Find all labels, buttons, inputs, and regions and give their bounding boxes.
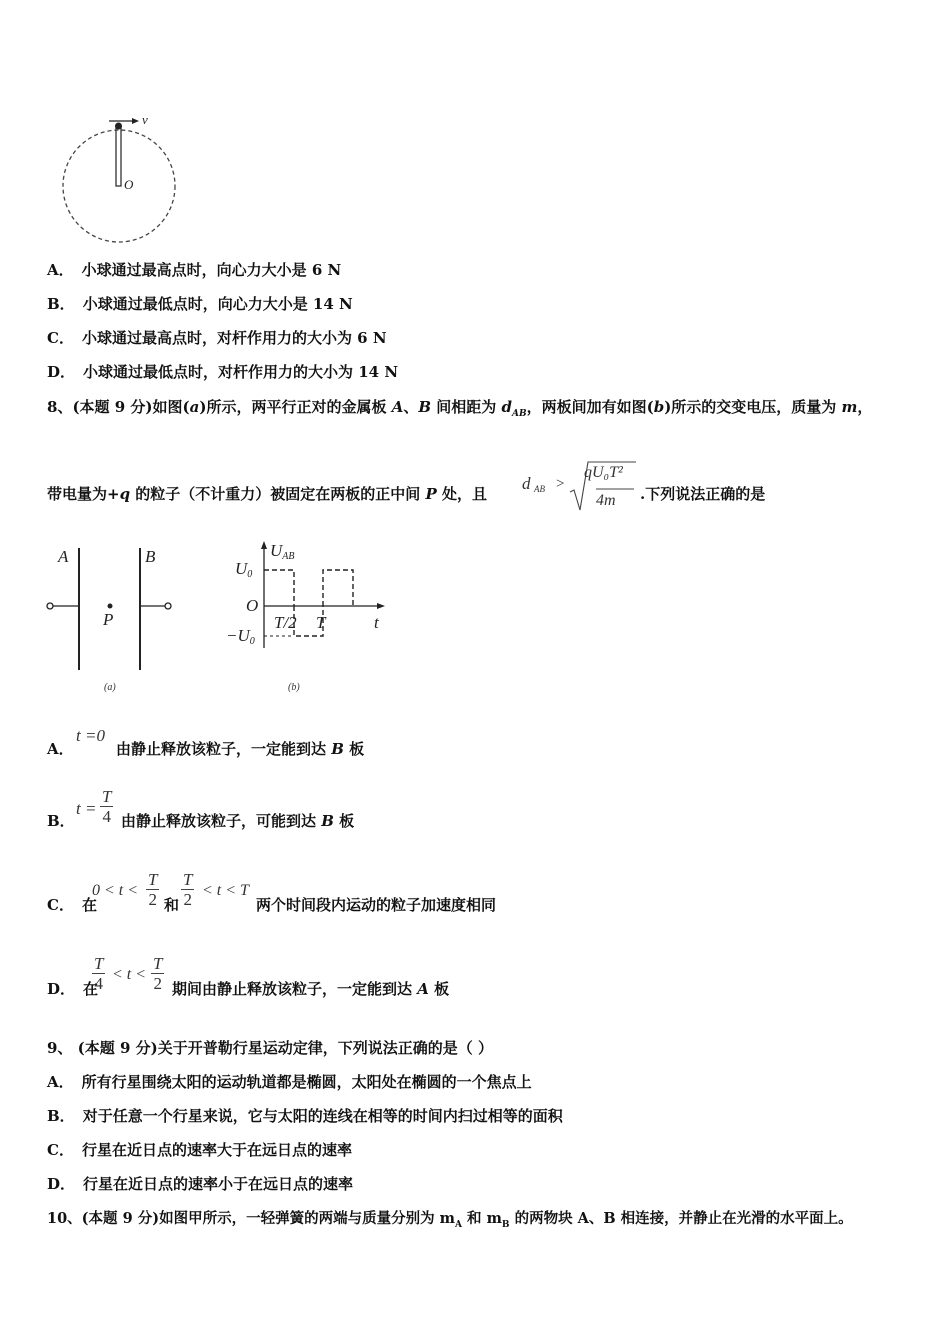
option-letter: A．	[47, 1073, 74, 1091]
option-text: 行星在近日点的速率大于在远日点的速率	[81, 1141, 352, 1159]
q7-option-d	[47, 362, 398, 382]
q8-d-fraction2	[151, 954, 164, 993]
stem-text: .下列说法正确的是	[640, 485, 766, 503]
option-letter: B．	[47, 295, 75, 313]
stem-text: (本题 9 分)如图(	[72, 398, 190, 416]
q8-a-math: t =0	[76, 726, 105, 745]
fraction-numerator: T	[183, 870, 193, 889]
velocity-label: v	[142, 112, 148, 127]
mass-symbol: m	[841, 398, 858, 416]
option-text: 在	[81, 896, 97, 914]
option-text: 小球通过最低点时，对杆作用力的大小为 14 N	[83, 363, 399, 381]
option-text: 小球通过最低点时，向心力大小是 14 N	[82, 295, 353, 313]
fraction-denominator: 2	[181, 889, 194, 909]
condition-formula	[522, 458, 642, 514]
fraction-numerator: T	[153, 954, 163, 973]
stem-text: ，两板间加有如图(	[526, 398, 654, 416]
distance-subscript: AB	[511, 409, 527, 419]
option-letter: B．	[47, 1107, 75, 1125]
mass-b-subscript: B	[501, 1219, 510, 1230]
terminal-a	[47, 603, 53, 609]
q10-stem	[47, 1209, 853, 1235]
option-text: 对于任意一个行星来说，它与太阳的连线在相等的时间内扫过相等的面积	[82, 1107, 563, 1125]
y-axis-arrow	[261, 541, 267, 549]
circle-rod-figure	[55, 110, 185, 250]
q8-stem-line2	[47, 484, 487, 504]
plate-a-ref: A	[391, 398, 404, 416]
option-text: 由静止释放该粒子，可能到达	[121, 812, 322, 830]
fraction-numerator: T	[102, 787, 112, 806]
x-axis-arrow	[377, 603, 385, 609]
option-letter: C．	[47, 896, 74, 914]
fraction-numerator: T	[94, 954, 104, 973]
stem-text: 10、(本题 9 分)如图甲所示，一轻弹簧的两端与质量分别为 m	[47, 1210, 455, 1227]
q8-c-range1: 0 < t <	[92, 882, 139, 899]
option-letter: D．	[47, 980, 76, 998]
wave-high-2	[323, 570, 353, 606]
stem-text: 、	[403, 398, 419, 416]
point-p-ref: P	[425, 485, 437, 503]
stem-text: 和 m	[461, 1210, 502, 1227]
rod	[116, 126, 121, 186]
option-letter: D．	[47, 363, 76, 381]
plate-ref: B	[331, 740, 344, 758]
q8-stem-tail	[640, 484, 765, 504]
terminal-b	[165, 603, 171, 609]
option-text: 和	[164, 896, 180, 914]
point-p-label: P	[103, 610, 114, 629]
stem-text: ，	[857, 398, 873, 416]
distance-symbol: d	[501, 398, 512, 416]
fig-b-ref: b	[653, 398, 665, 416]
neg-u0-label: −U0	[226, 626, 255, 647]
q9-option-b	[47, 1106, 563, 1126]
question-number: 8、	[47, 398, 73, 416]
option-text: 小球通过最高点时，向心力大小是 6 N	[81, 261, 342, 279]
cond-denominator: 4m	[596, 492, 616, 509]
particle-p	[108, 604, 113, 609]
q8-b-fraction	[100, 787, 113, 826]
q8-option-c	[47, 895, 97, 915]
fig-a-ref: a	[189, 398, 200, 416]
option-letter: C．	[47, 329, 74, 347]
plate-ref: B	[321, 812, 334, 830]
stem-text: )所示，两平行正对的金属板	[199, 398, 392, 416]
caption-b: (b)	[288, 682, 300, 693]
period-label: T	[316, 613, 326, 632]
q8-option-c-text	[256, 895, 496, 915]
q8-option-d	[47, 979, 98, 999]
option-letter: C．	[47, 1141, 74, 1159]
option-letter: D．	[47, 1175, 76, 1193]
q8-stem-line1	[47, 397, 872, 424]
fraction-denominator: 2	[151, 973, 164, 993]
q8-b-math-lhs: t =	[76, 799, 97, 818]
fraction-denominator: 4	[100, 806, 113, 826]
option-text: 期间由静止释放该粒子，一定能到达	[172, 980, 418, 998]
q8-c-fraction2	[181, 870, 194, 909]
ball	[115, 123, 122, 130]
plate-b-label: B	[145, 547, 156, 566]
q7-option-c	[47, 328, 387, 348]
plate-ref: A	[417, 980, 429, 998]
q8-c-fraction1	[146, 870, 159, 909]
wave-high-1	[264, 570, 294, 606]
half-period-label: T/2	[274, 613, 297, 632]
option-text: 两个时间段内运动的粒子加速度相同	[256, 896, 497, 914]
q8-option-b-text	[121, 811, 354, 831]
option-text: 板	[428, 980, 450, 998]
stem-text: 处，且	[436, 485, 488, 503]
cond-op: >	[556, 476, 565, 492]
origin-label: O	[246, 596, 259, 615]
option-text: 在	[83, 980, 99, 998]
velocity-arrowhead	[132, 118, 139, 124]
option-text: 由静止释放该粒子，一定能到达	[116, 740, 332, 758]
y-axis-label: UAB	[270, 541, 295, 562]
option-letter: A．	[47, 740, 74, 758]
q9-option-c	[47, 1140, 352, 1160]
caption-a: (a)	[104, 682, 116, 693]
charge-symbol: q	[119, 485, 131, 503]
q8-option-a-text	[116, 739, 364, 759]
option-text: 板	[343, 740, 365, 758]
q9-stem	[47, 1038, 493, 1058]
q7-option-a	[47, 260, 341, 280]
plate-a-label: A	[58, 547, 69, 566]
option-text: 板	[333, 812, 355, 830]
x-axis-label: t	[374, 613, 379, 632]
fraction-denominator: 2	[146, 889, 159, 909]
plate-b-ref: B	[418, 398, 432, 416]
q8-d-fraction1	[92, 954, 105, 993]
cond-lhs: d	[522, 474, 531, 493]
q9-option-a	[47, 1072, 532, 1092]
q8-option-d-text	[172, 979, 449, 999]
fraction-numerator: T	[148, 870, 158, 889]
cond-lhs-sub: AB	[534, 484, 545, 494]
option-letter: B．	[47, 812, 75, 830]
option-text: 所有行星围绕太阳的运动轨道都是椭圆，太阳处在椭圆的一个焦点上	[81, 1073, 532, 1091]
stem-text: 的两物块 A、B 相连接，并静止在光滑的水平面上。	[509, 1210, 853, 1227]
option-letter: A．	[47, 261, 74, 279]
stem-text: )所示的交变电压，质量为	[664, 398, 842, 416]
stem-text: 的粒子（不计重力）被固定在两板的正中间	[130, 485, 426, 503]
q7-option-b	[47, 294, 353, 314]
center-label: O	[124, 177, 134, 192]
option-text: 小球通过最高点时，对杆作用力的大小为 6 N	[81, 329, 387, 347]
q8-c-and	[164, 895, 179, 915]
u0-label: U0	[235, 559, 253, 580]
stem-text: 带电量为+	[47, 485, 120, 503]
figure-a-plates	[40, 540, 190, 700]
figure-b-voltage	[222, 538, 402, 698]
q8-d-ineq: < t <	[112, 966, 147, 983]
option-text: 行星在近日点的速率小于在远日点的速率	[83, 1175, 354, 1193]
stem-text: 9、 (本题 9 分)关于开普勒行星运动定律，下列说法正确的是（ ）	[47, 1039, 493, 1057]
mass-a-subscript: A	[454, 1219, 462, 1230]
cond-numerator: qU₀T²	[584, 464, 623, 481]
q9-option-d	[47, 1174, 353, 1194]
fraction-denominator: 4	[92, 973, 105, 993]
stem-text: 间相距为	[431, 398, 502, 416]
q8-c-range2: < t < T	[202, 882, 249, 899]
